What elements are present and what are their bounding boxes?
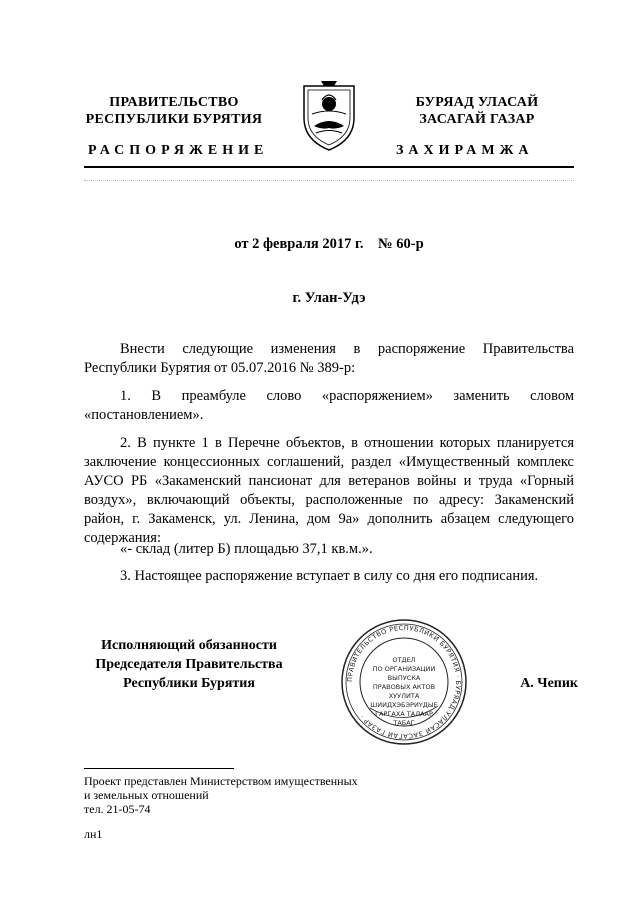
signature-line3: Республики Бурятия (123, 676, 255, 691)
header-left-line2: РЕСПУБЛИКИ БУРЯТИЯ (85, 112, 263, 127)
svg-text:ПО ОРГАНИЗАЦИИ: ПО ОРГАНИЗАЦИИ (372, 665, 436, 673)
svg-text:ШИИДХЭБЭРИҮДЫЕ: ШИИДХЭБЭРИҮДЫЕ (370, 701, 438, 709)
header-right (380, 94, 574, 128)
svg-text:ГАРГАХА ТАЛААР: ГАРГАХА ТАЛААР (375, 710, 433, 718)
paragraph-item-2: 2. В пункте 1 в Перечне объектов, в отношении которых планируется заключение концессионных соглашений, раздел «Имущественный комплекс АУСО РБ «Закаменский пансионат для ветеранов войны и труда «Горный воздух», включающий объекты, расположенные по адресу: Закаменский район, г. Закаменск, ул. Ленина, дом 9а» дополнить абзацем следующего содержания: (84, 435, 574, 546)
header-left-line1: ПРАВИТЕЛЬСТВО (109, 95, 239, 110)
footer-line2: и земельных отношений (84, 788, 209, 802)
paragraph-intro: Внести следующие изменения в распоряжение Правительства Республики Бурятия от 05.07.2016 № 389-р: (84, 341, 574, 376)
signatory-name: А. Чепик (520, 676, 578, 691)
paragraph-item-2-quote: «- склад (литер Б) площадью 37,1 кв.м.». (120, 541, 373, 557)
footer-note (84, 774, 358, 816)
header-right-line1: БУРЯАД УЛАСАЙ (415, 95, 539, 110)
signature-line2: Председателя Правительства (95, 657, 283, 672)
signature-position (84, 636, 294, 693)
document-city: г. Улан-Удэ (292, 290, 366, 306)
official-seal-stamp (340, 618, 468, 746)
document-type-bur: ЗАХИРАМЖА (396, 143, 534, 158)
svg-text:ОТДЕЛ: ОТДЕЛ (392, 656, 416, 664)
svg-text:ТАБАГ: ТАБАГ (393, 719, 415, 727)
footer-phone: тел. 21-05-74 (84, 802, 151, 816)
svg-text:ХУУЛИТА: ХУУЛИТА (388, 692, 420, 700)
seal-ring-text: ПРАВИТЕЛЬСТВО РЕСПУБЛИКИ БУРЯТИЯ · БУРЯАД УЛАСАЙ ЗАСАГАЙ ГАЗАР · (345, 623, 463, 741)
header-right-line2: ЗАСАГАЙ ГАЗАР (419, 112, 535, 127)
document-type-ru: РАСПОРЯЖЕНИЕ (88, 143, 269, 158)
header-left (84, 94, 264, 128)
paragraph-item-3: 3. Настоящее распоряжение вступает в силу со дня его подписания. (120, 568, 539, 584)
signature-line1: Исполняющий обязанности (101, 638, 277, 653)
paragraph-item-1: 1. В преамбуле слово «распоряжением» заменить словом «постановлением». (84, 388, 574, 423)
svg-text:ПРАВОВЫХ АКТОВ: ПРАВОВЫХ АКТОВ (372, 683, 436, 691)
footer-line1: Проект представлен Министерством имущественных (84, 774, 358, 788)
coat-of-arms-emblem (296, 78, 362, 152)
header-divider (84, 166, 574, 168)
svg-text:ВЫПУСКА: ВЫПУСКА (387, 674, 421, 682)
document-date-number: от 2 февраля 2017 г. № 60-р (234, 236, 424, 252)
footer-code: лн1 (84, 827, 103, 841)
header-dotted-line (84, 176, 574, 181)
footer-divider (84, 768, 234, 769)
